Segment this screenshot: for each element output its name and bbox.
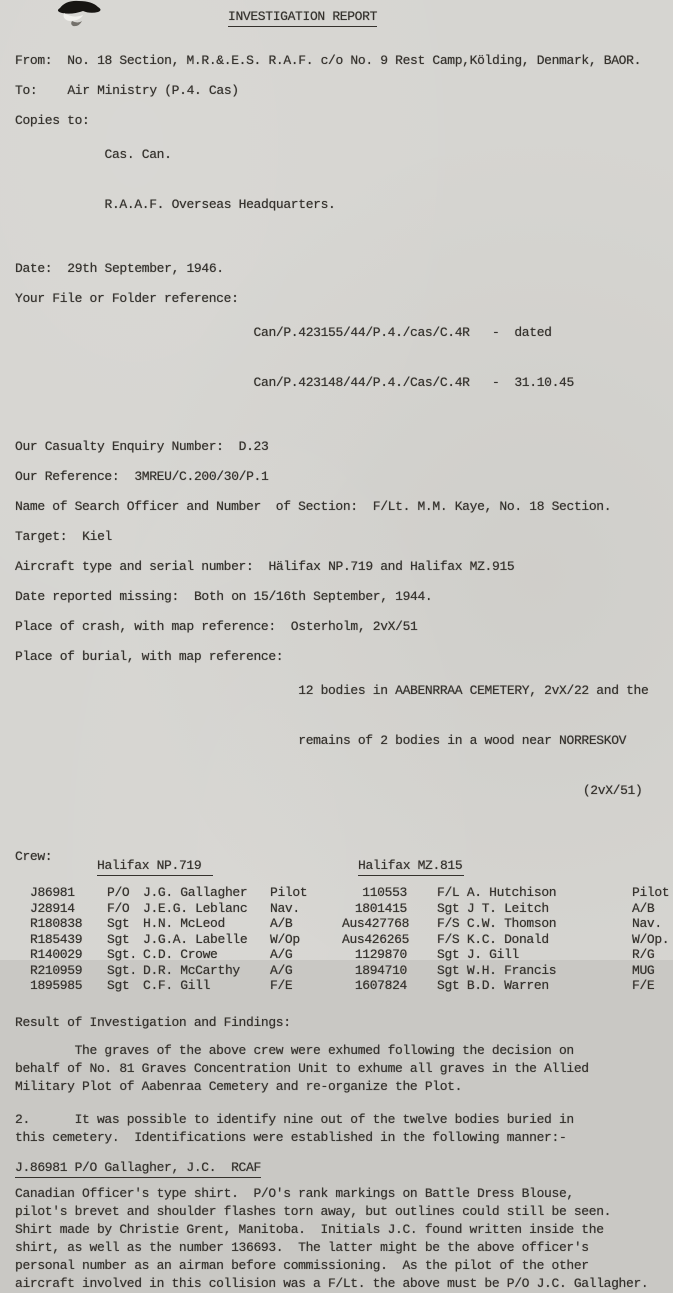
from-value: No. 18 Section, M.R.&.E.S. R.A.F. c/o No. 9 Rest Camp,Kölding, Denmark, BAOR. bbox=[67, 53, 642, 68]
right-rank-name: F/L A. Hutchison bbox=[437, 885, 557, 900]
file-reference-line2: Can/P.423148/44/P.4./Cas/C.4R - 31.10.45 bbox=[253, 375, 574, 390]
right-rank-name: Sgt J. Gill bbox=[437, 947, 519, 962]
left-role: A/G bbox=[270, 962, 293, 978]
right-role: F/E bbox=[632, 978, 655, 993]
field-aircraft bbox=[15, 558, 663, 575]
crash-place-label: Place of crash, with map reference: bbox=[15, 619, 276, 634]
right-service-number: 110553 bbox=[362, 885, 407, 900]
left-service-number: R210959 bbox=[30, 962, 83, 978]
right-role: Pilot bbox=[632, 885, 670, 900]
findings-paragraph-1: The graves of the above crew were exhumed following the decision on behalf of No. 81 Graves Concentration Unit to exhume all graves in the Allied Military Plot of Aabenraa Cemetery and re-organize the Plot. bbox=[15, 1042, 589, 1094]
field-casualty-number bbox=[15, 438, 663, 455]
right-rank-name: Sgt J T. Leitch bbox=[437, 900, 549, 916]
left-name: D.R. McCarthy bbox=[143, 962, 240, 978]
right-role: W/Op. bbox=[632, 931, 670, 947]
crew-row bbox=[15, 978, 663, 994]
crew-row bbox=[15, 916, 663, 932]
left-rank: Sgt. bbox=[107, 947, 137, 962]
left-name: J.G.A. Labelle bbox=[143, 931, 248, 947]
field-our-reference bbox=[15, 468, 663, 485]
left-service-number: 1895985 bbox=[30, 978, 83, 993]
field-search-officer bbox=[15, 498, 663, 515]
from-label: From: bbox=[15, 53, 53, 68]
field-copies bbox=[15, 112, 663, 247]
crew-label: Crew: bbox=[15, 849, 53, 864]
crew-row bbox=[15, 947, 663, 963]
left-rank: Sgt bbox=[107, 916, 130, 931]
punch-hole-mark bbox=[52, 0, 108, 32]
burial-place-line2: remains of 2 bodies in a wood near NORRESKOV bbox=[298, 733, 627, 748]
left-service-number: R180838 bbox=[30, 916, 83, 931]
field-date bbox=[15, 260, 663, 277]
field-target bbox=[15, 528, 663, 545]
field-to bbox=[15, 82, 663, 99]
field-from bbox=[15, 52, 663, 69]
crew-row bbox=[15, 963, 663, 979]
date-value: 29th September, 1946. bbox=[67, 261, 224, 276]
search-officer-value: F/Lt. M.M. Kaye, No. 18 Section. bbox=[372, 499, 612, 514]
right-rank-name: F/S K.C. Donald bbox=[437, 931, 549, 947]
right-service-number: 1607824 bbox=[354, 978, 407, 993]
left-name: J.G. Gallagher bbox=[143, 885, 248, 900]
crew-left-aircraft-header: Halifax NP.719 bbox=[97, 858, 213, 876]
casualty-number-value: D.23 bbox=[238, 439, 269, 454]
casualty-number-label: Our Casualty Enquiry Number: bbox=[15, 439, 224, 454]
date-label: Date: bbox=[15, 261, 53, 276]
to-label: To: bbox=[15, 83, 38, 98]
file-reference-value bbox=[254, 290, 574, 425]
crew-section-header bbox=[15, 848, 663, 875]
left-rank: Sgt bbox=[107, 978, 130, 993]
burial-place-label: Place of burial, with map reference: bbox=[15, 649, 284, 664]
left-rank: P/O bbox=[107, 885, 130, 900]
right-rank-name: F/S C.W. Thomson bbox=[437, 916, 557, 931]
findings-paragraph-2: 2. It was possible to identify nine out of the twelve bodies buried in this cemetery. Identifications were established in the following manner:- bbox=[15, 1111, 574, 1145]
date-missing-label: Date reported missing: bbox=[15, 589, 179, 604]
right-service-number: 1129870 bbox=[354, 947, 407, 962]
burial-place-line1: 12 bodies in AABENRRAA CEMETERY, 2vX/22 and the bbox=[298, 683, 649, 698]
crew-table bbox=[15, 885, 670, 994]
right-role: R/G bbox=[632, 947, 655, 962]
right-service-number: 1801415 bbox=[354, 900, 407, 916]
right-role: Nav. bbox=[632, 916, 662, 931]
to-value: Air Ministry (P.4. Cas) bbox=[67, 83, 239, 98]
report-title: INVESTIGATION REPORT bbox=[228, 8, 377, 27]
right-role: MUG bbox=[632, 962, 655, 978]
left-service-number: R185439 bbox=[30, 931, 83, 947]
copies-value-line1: Cas. Can. bbox=[104, 147, 172, 162]
target-value: Kiel bbox=[82, 529, 112, 544]
right-rank-name: Sgt W.H. Francis bbox=[437, 962, 557, 978]
copies-label: Copies to: bbox=[15, 113, 90, 128]
left-name: C.F. Gill bbox=[143, 978, 211, 993]
right-service-number: Aus427768 bbox=[342, 916, 410, 931]
burial-place-line3: (2vX/51) bbox=[582, 783, 643, 798]
right-service-number: Aus426265 bbox=[342, 931, 410, 947]
search-officer-label: Name of Search Officer and Number of Section: bbox=[15, 499, 358, 514]
left-rank: F/O bbox=[107, 900, 130, 916]
crew-row bbox=[15, 931, 670, 948]
burial-place-value bbox=[298, 648, 648, 833]
our-reference-label: Our Reference: bbox=[15, 469, 120, 484]
target-label: Target: bbox=[15, 529, 68, 544]
right-rank-name: Sgt B.D. Warren bbox=[437, 978, 549, 993]
left-role: Nav. bbox=[270, 900, 300, 916]
left-role: Pilot bbox=[270, 885, 308, 900]
crew-right-aircraft-header: Halifax MZ.815 bbox=[358, 858, 464, 876]
left-role: W/Op bbox=[270, 931, 300, 947]
left-name: C.D. Crowe bbox=[143, 947, 218, 962]
left-name: J.E.G. Leblanc bbox=[143, 900, 248, 916]
field-date-missing bbox=[15, 588, 663, 605]
our-reference-value: 3MREU/C.200/30/P.1 bbox=[134, 469, 269, 484]
right-role: A/B bbox=[632, 900, 655, 916]
left-service-number: R140029 bbox=[30, 947, 83, 962]
copies-value-line2: R.A.A.F. Overseas Headquarters. bbox=[104, 197, 336, 212]
crew-row bbox=[15, 885, 670, 901]
file-reference-line1: Can/P.423155/44/P.4./cas/C.4R - dated bbox=[253, 325, 552, 340]
left-service-number: J28914 bbox=[30, 900, 75, 916]
left-rank: Sgt bbox=[107, 931, 130, 947]
aircraft-value: Hälifax NP.719 and Halifax MZ.915 bbox=[268, 559, 515, 574]
date-missing-value: Both on 15/16th September, 1944. bbox=[193, 589, 433, 604]
file-reference-label: Your File or Folder reference: bbox=[15, 291, 239, 306]
field-burial-place bbox=[15, 648, 663, 833]
crew-row bbox=[15, 901, 663, 917]
left-role: A/B bbox=[270, 916, 293, 931]
left-name: H.N. McLeod bbox=[143, 916, 225, 931]
case-paragraph-gallagher: Canadian Officer's type shirt. P/O's rank markings on Battle Dress Blouse, pilot's brevet and shoulder flashes torn away, but outlines could still be seen. Shirt made by Christie Grent, Manitoba. Initials J.C. found written inside the shirt, as well as the number 136693. The latter might be the above officer's personal number as an airman before commissioning. As the pilot of the other aircraft involved in this collision was a F/Lt. the above must be P/O J.C. Gallagher. bbox=[15, 1185, 649, 1291]
field-file-reference bbox=[15, 290, 663, 425]
crash-place-value: Osterholm, 2vX/51 bbox=[290, 619, 418, 634]
copies-value bbox=[105, 112, 336, 247]
findings-heading: Result of Investigation and Findings: bbox=[15, 1014, 291, 1030]
right-service-number: 1894710 bbox=[354, 962, 407, 978]
left-role: A/G bbox=[270, 947, 293, 962]
left-rank: Sgt. bbox=[107, 962, 137, 978]
field-crash-place bbox=[15, 618, 663, 635]
left-service-number: J86981 bbox=[30, 885, 75, 900]
case-heading-gallagher: J.86981 P/O Gallagher, J.C. RCAF bbox=[15, 1160, 261, 1178]
aircraft-label: Aircraft type and serial number: bbox=[15, 559, 254, 574]
left-role: F/E bbox=[270, 978, 293, 993]
